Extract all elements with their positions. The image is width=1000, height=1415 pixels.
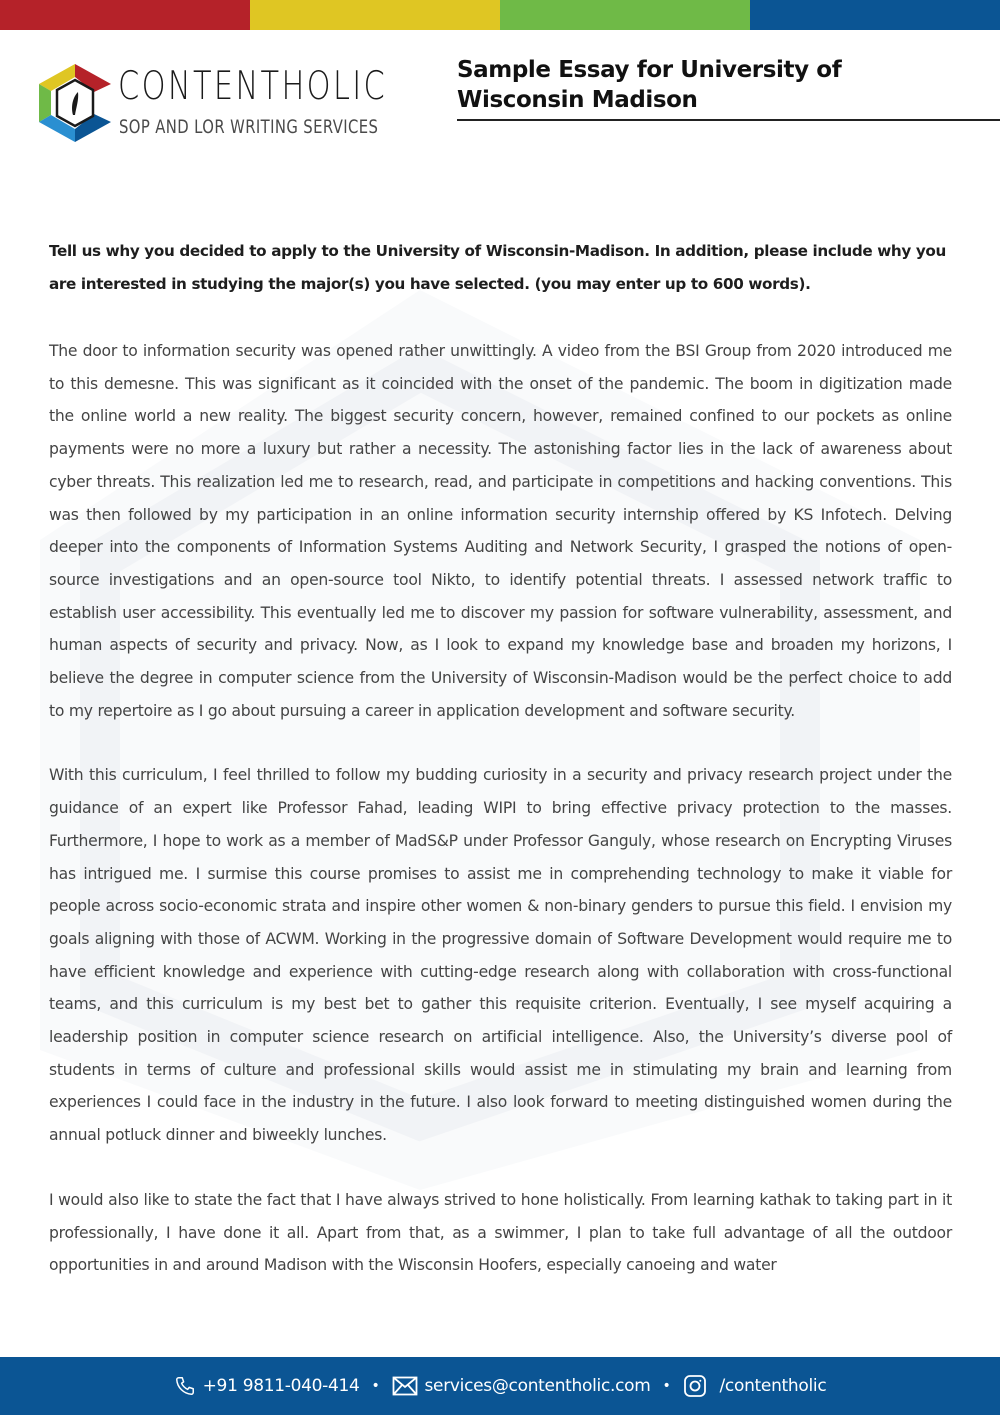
phone-icon [174,1375,196,1397]
email-address: services@contentholic.com [424,1376,651,1396]
mail-icon [392,1376,418,1396]
page-title: Sample Essay for University of Wisconsin Madison [457,57,842,113]
instagram-icon [683,1374,707,1398]
title-underline [457,119,1000,121]
logo-tagline: SOP AND LOR WRITING SERVICES [119,116,379,138]
contentholic-logo [36,62,388,144]
brand-color-bar [0,0,1000,30]
separator-dot: • [371,1378,380,1394]
footer-instagram[interactable] [683,1374,827,1398]
instagram-handle: /contentholic [719,1376,827,1396]
color-bar-green [500,0,750,30]
essay-paragraph: The door to information security was opened rather unwittingly. A video from the BSI Group from 2020 introduced me to this demesne. This was significant as it coincided with the onset of the pandemic. The boom in digitization made the online world a new reality. The biggest security concern, however, remained confined to our pockets as online payments were no more a luxury but rather a necessity. The astonishing factor lies in the lack of awareness about cyber threats. This realization led me to research, read, and participate in competitions and hacking conventions. This was then followed by my participation in an online information security internship offered by KS Infotech. Delving deeper into the components of Information Systems Auditing and Network Security, I grasped the notions of open-source investigations and an open-source tool Nikto, to identify potential threats. I assessed network traffic to establish user accessibility. This eventually led me to discover my passion for software vulnerability, assessment, and human aspects of security and privacy. Now, as I look to expand my knowledge base and broaden my horizons, I believe the degree in computer science from the University of Wisconsin-Madison would be the perfect choice to add to my repertoire as I go about pursuing a career in application development and software security. [49,342,952,720]
color-bar-red [0,0,250,30]
footer-phone[interactable] [174,1375,360,1397]
footer-email[interactable] [392,1376,651,1396]
color-bar-yellow [250,0,500,30]
essay-content [49,235,952,1314]
essay-paragraph: I would also like to state the fact that I have always strived to hone holistically. From learning kathak to taking part in it professionally, I have done it all. Apart from that, as a swimmer, I plan to take full advantage of all the outdoor opportunities in and around Madison with the Wisconsin Hoofers, especially canoeing and water [49,1190,952,1275]
essay-prompt: Tell us why you decided to apply to the University of Wisconsin-Madison. In addition, please include why you are interested in studying the major(s) you have selected. (you may enter up to 600 words). [49,242,946,293]
logo-hexagon-pen-icon [36,62,114,144]
essay-paragraph: With this curriculum, I feel thrilled to follow my budding curiosity in a security and privacy research project under the guidance of an expert like Professor Fahad, leading WIPI to bring effective privacy protection to the masses. Furthermore, I hope to work as a member of MadS&P under Professor Ganguly, whose research on Encrypting Viruses has intrigued me. I surmise this course promises to assist me in comprehending technology to make it viable for people across socio-economic strata and inspire other women & non-binary genders to pursue this field. I envision my goals aligning with those of ACWM. Working in the progressive domain of Software Development would require me to have efficient knowledge and experience with cutting-edge research along with collaboration with cross-functional teams, and this curriculum is my best bet to gather this requisite criterion. Eventually, I see myself acquiring a leadership position in computer science research on artificial intelligence. Also, the University’s diverse pool of students in terms of culture and professional skills would assist me in stimulating my brain and learning from experiences I could face in the industry in the future. I also look forward to meeting distinguished women during the annual potluck dinner and biweekly lunches. [49,766,952,1145]
logo-wordmark: CONTENTHOLIC [118,64,388,109]
separator-dot: • [662,1378,671,1394]
color-bar-blue [750,0,1000,30]
phone-number: +91 9811-040-414 [202,1376,360,1396]
contact-footer [0,1357,1000,1415]
